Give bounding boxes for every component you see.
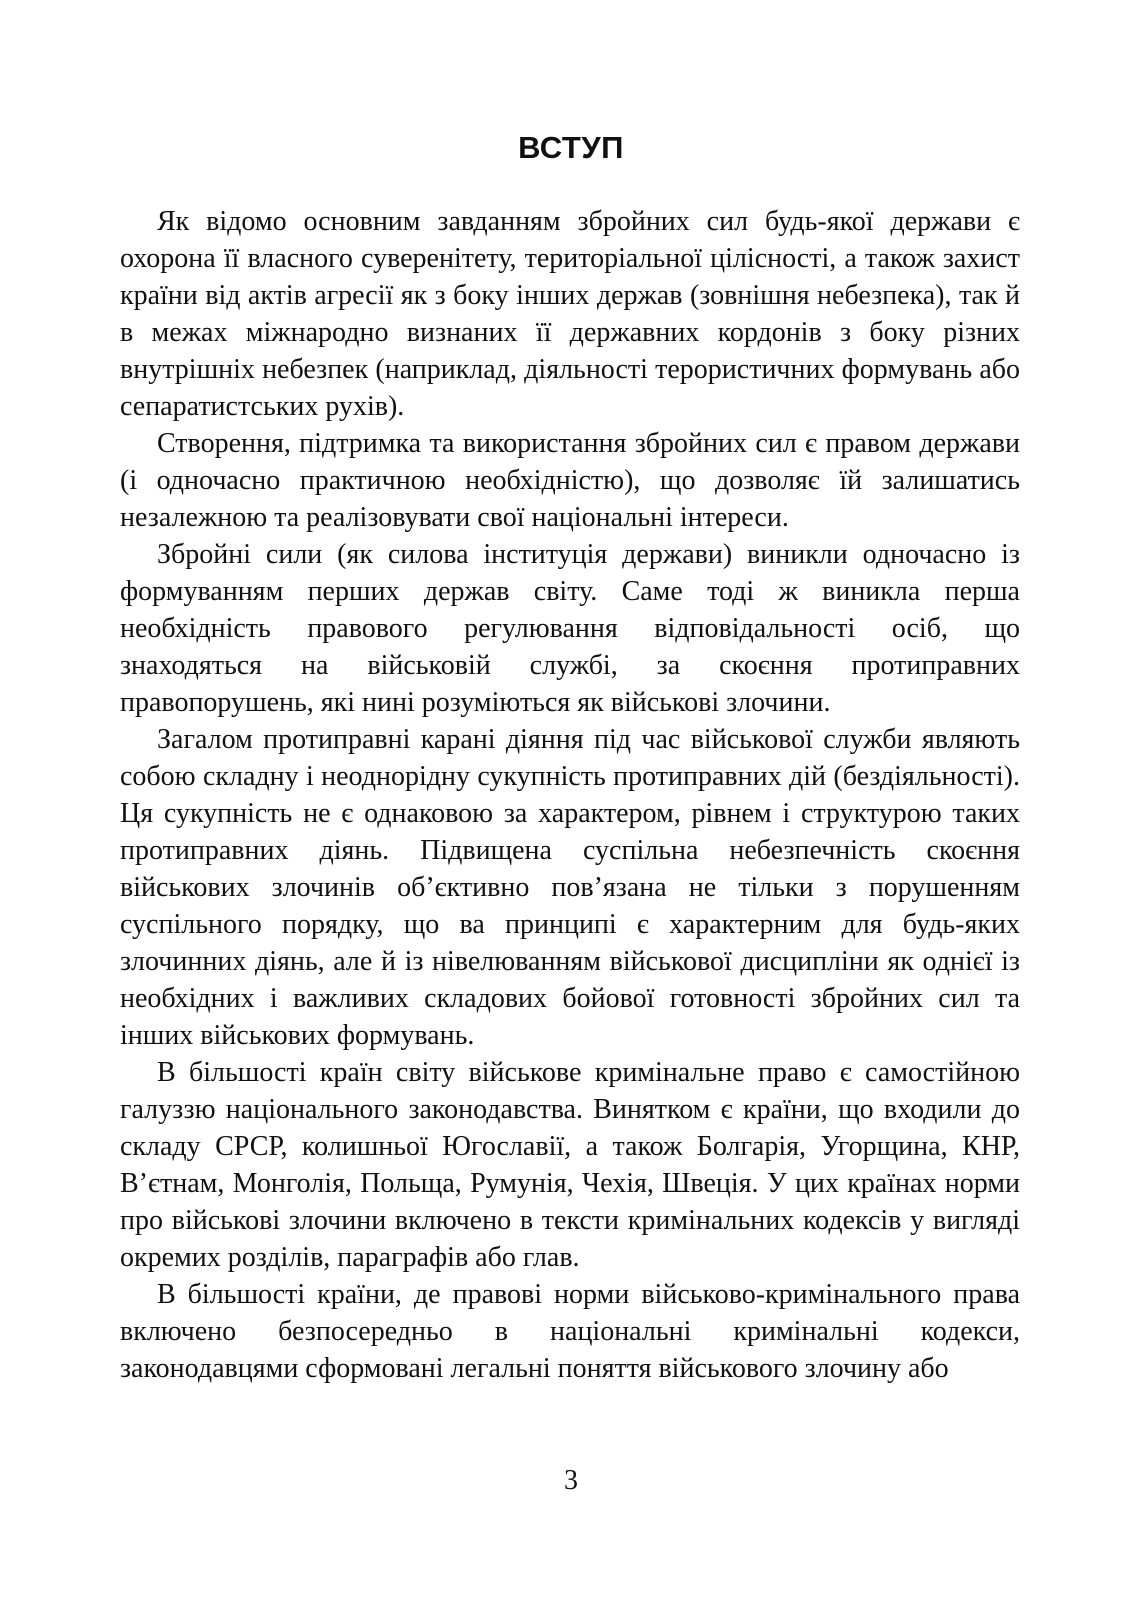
paragraph: В більшості країн світу військове кримінальне право є самостійною галуззю національного законодавства. Винятком є країни, що входили до складу СРСР, колишньої Югославії, а також Болгарія, Угорщина, КНР, В’єтнам, Монголія, Польща, Румунія, Чехія, Швеція. У цих країнах норми про військові злочини включено в тексти кримінальних кодексів у вигляді окремих розділів, параграфів або глав. (120, 1057, 1020, 1273)
page-number: 3 (564, 1465, 578, 1496)
paragraph: Збройні сили (як силова інституція держави) виникли одночасно із формуванням перших держав світу. Саме тоді ж виникла перша необхідність правового регулювання відповідальності осіб, що знаходяться на військовій службі, за скоєння протиправних правопорушень, які нині розуміються як військові злочини. (120, 539, 1020, 718)
paragraph: Як відомо основним завданням збройних сил будь-якої держави є охорона її власного суверенітету, територіальної цілісності, а також захист країни від актів агресії як з боку інших держав (зовнішня небезпека), так й в межах міжнародно визнаних її державних кордонів з боку різних внутрішніх небезпек (наприклад, діяльності терористичних формувань або сепаратистських рухів). (120, 206, 1020, 422)
paragraph: Створення, підтримка та використання збройних сил є правом держави (і одночасно практичною необхідністю), що дозволяє їй залишатись незалежною та реалізовувати свої національні інтереси. (120, 428, 1020, 533)
paragraph: Загалом протиправні карані діяння під час військової служби являють собою складну і неоднорідну сукупність протиправних дій (бездіяльності). Ця сукупність не є однаковою за характером, рівнем і структурою таких протиправних діянь. Підвищена суспільна небезпечність скоєння військових злочинів об’єктивно пов’язана не тільки з порушенням суспільного порядку, що ва принципі є характерним для будь-яких злочинних діянь, але й із нівелюванням військової дисципліни як однієї із необхідних і важливих складових бойової готовності збройних сил та інших військових формувань. (120, 724, 1020, 1051)
page-title: ВСТУП (518, 130, 624, 165)
body-text (120, 203, 1020, 1387)
paragraph: В більшості країни, де правові норми військово-кримінального права включено безпосередньо в національні кримінальні кодекси, законодавцями сформовані легальні поняття військового злочину або (120, 1279, 1020, 1384)
